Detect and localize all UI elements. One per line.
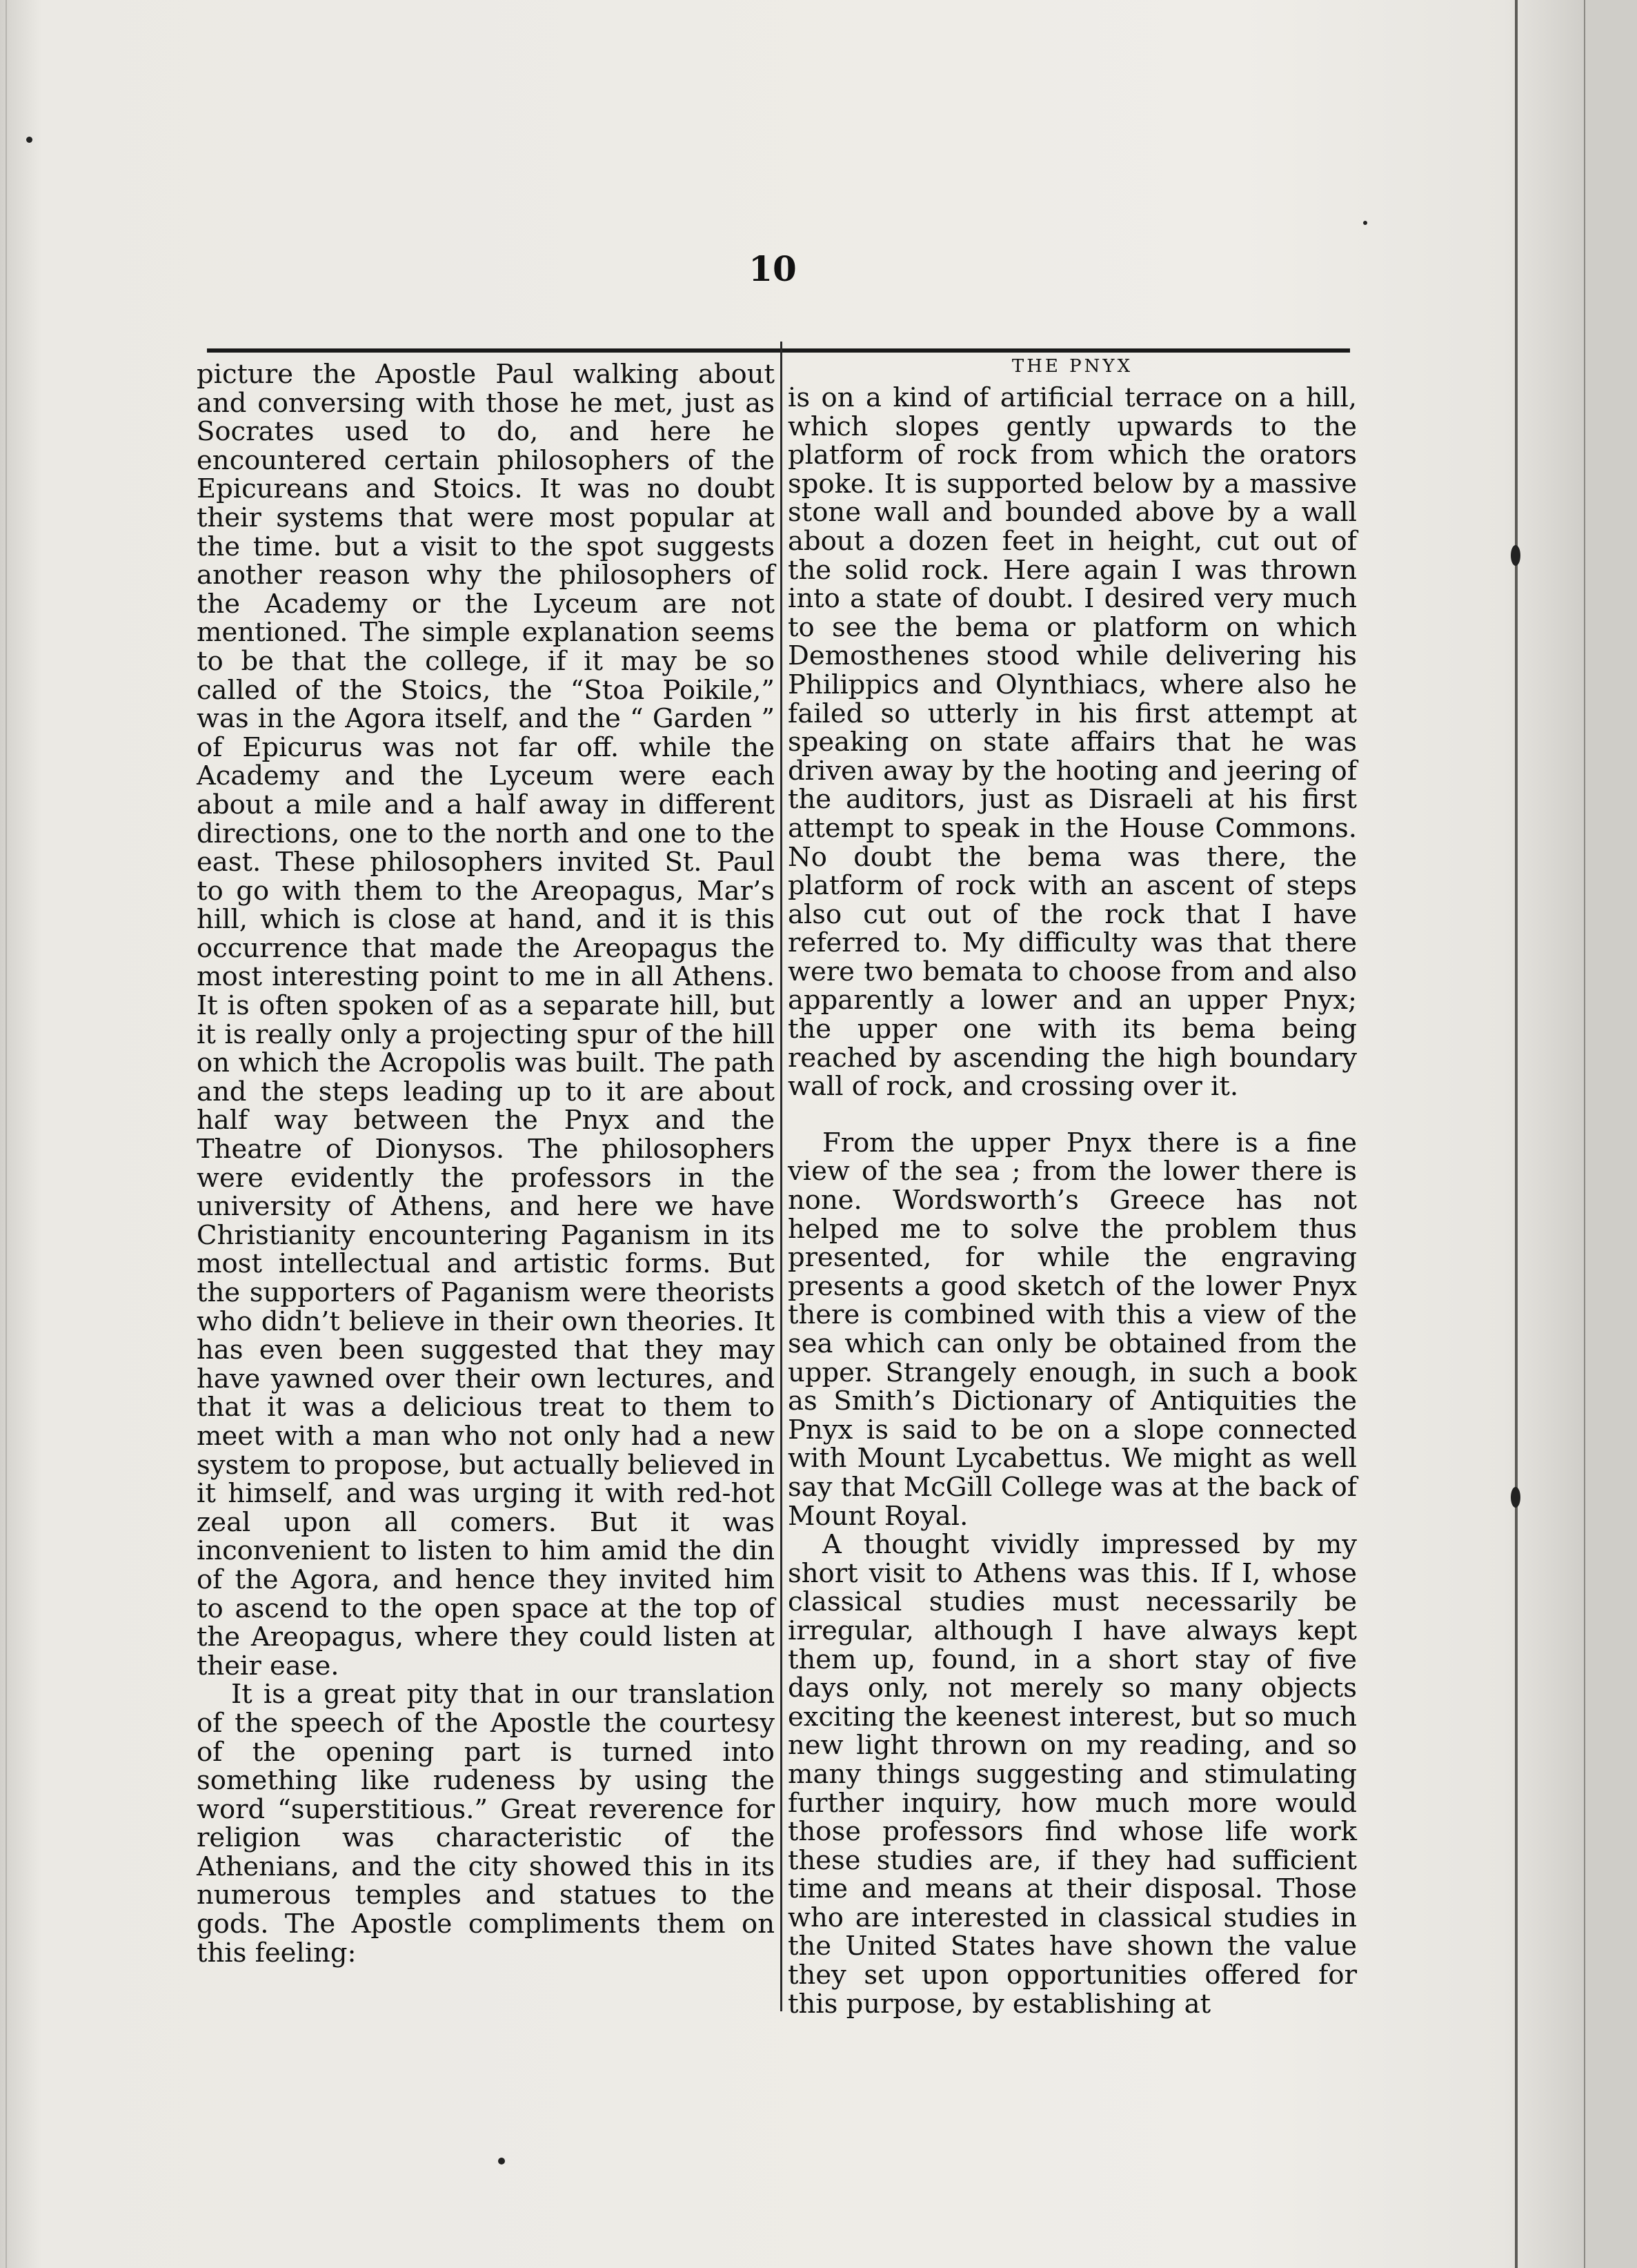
speck-mark — [26, 137, 32, 143]
speck-mark — [1511, 545, 1520, 566]
left-column — [197, 352, 775, 1967]
paragraph: is on a kind of artificial terrace on a hill, which slopes gently upwards to the platform of rock from which the orators spoke. It is supported below by a massive stone wall and bounded above by a wall about a dozen feet in height, cut out of the solid rock. Here again I was thrown into a state of doubt. I desired very much to see the bema or platform on which Demosthenes stood while delivering his Philippics and Olynthiacs, where also he failed so utterly in his first attempt at speaking on state affairs that he was driven away by the hooting and jeering of the auditors, just as Disraeli at his first attempt to speak in the House Commons. No doubt the bema was there, the platform of rock with an ascent of steps also cut out of the rock that I have referred to. My difficulty was that there were two bemata to choose from and also apparently a lower and an upper Pnyx; the upper one with its bema being reached by ascending the high boundary wall of rock, and crossing over it. — [788, 382, 1357, 1103]
page-outer-edge — [1584, 0, 1585, 2268]
speck-mark — [498, 2158, 505, 2165]
speck-mark — [1363, 221, 1367, 225]
page-left-edge — [6, 0, 7, 2268]
paragraph: A thought vividly impressed by my short visit to Athens was this. If I, whose classical studies must necessarily be irregular, although I have always kept them up, found, in a short stay of five days only, not merely so many objects exciting the keenest interest, but so much new light thrown on my reading, and so many things suggesting and stimulating further inquiry, how much more would those professors find whose life work these studies are, if they had sufficient time and means at their disposal. Those who are interested in classical studies in the United States have shown the value they set upon opportunities offered for this purpose, by establishing at — [788, 1529, 1357, 2020]
column-divider — [780, 342, 782, 2011]
page-binding-edge — [1515, 0, 1518, 2268]
paragraph: From the upper Pnyx there is a fine view of the sea ; from the lower there is none. Wordsworth’s Greece has not helped me to solve the problem thus presented, for while the engraving presents a good sketch of the lower Pnyx there is combined with this a view of the sea which can only be obtained from the upper. Strangely enough, in such a book as Smith’s Dictionary of Antiquities the Pnyx is said to be on a slope connected with Mount Lycabettus. We might as well say that McGill College was at the back of Mount Royal. — [788, 1127, 1357, 1532]
page-number: 10 — [748, 248, 797, 289]
paragraph: picture the Apostle Paul walking about and conversing with those he met, just as Socrates used to do, and here he encountered certain philosophers of the Epicureans and Stoics. It was no doubt their systems that were most popular at the time. but a visit to the spot suggests another reason why the philosophers of the Academy or the Lyceum are not mentioned. The simple explanation seems to be that the college, if it may be so called of the Stoics, the “Stoa Poikile,” was in the Agora itself, and the “ Garden ” of Epicurus was not far off. while the Academy and the Lyceum were each about a mile and a half away in different directions, one to the north and one to the east. These philosophers invited St. Paul to go with them to the Areopagus, Mar’s hill, which is close at hand, and it is this occurrence that made the Areopagus the most interesting point to me in all Athens. It is often spoken of as a separate hill, but it is really only a projecting spur of the hill on which the Acropolis was built. The path and the steps leading up to it are about half way between the Pnyx and the Theatre of Dionysos. The philosophers were evidently the professors in the university of Athens, and here we have Christianity encountering Paganism in its most intellectual and artistic forms. But the supporters of Paganism were theorists who didn’t believe in their own theories. It has even been suggested that they may have yawned over their own lectures, and that it was a delicious treat to them to meet with a man who not only had a new system to propose, but actually believed in it himself, and was urging it with red-hot zeal upon all comers. But it was inconvenient to listen to him amid the din of the Agora, and hence they invited him to ascend to the open space at the top of the Areopagus, where they could listen at their ease. — [197, 359, 775, 1682]
running-head: THE PNYX — [1011, 356, 1133, 377]
paragraph-gap — [788, 1101, 1357, 1129]
right-column — [788, 352, 1357, 2018]
paragraph: It is a great pity that in our translation of the speech of the Apostle the courtesy of the opening part is turned into something like rudeness by using the word “superstitious.” Great reverence for religion was characteristic of the Athenians, and the city showed this in its numerous temples and statues to the gods. The Apostle compliments them on this feeling: — [197, 1679, 775, 1969]
speck-mark — [1511, 1487, 1520, 1508]
